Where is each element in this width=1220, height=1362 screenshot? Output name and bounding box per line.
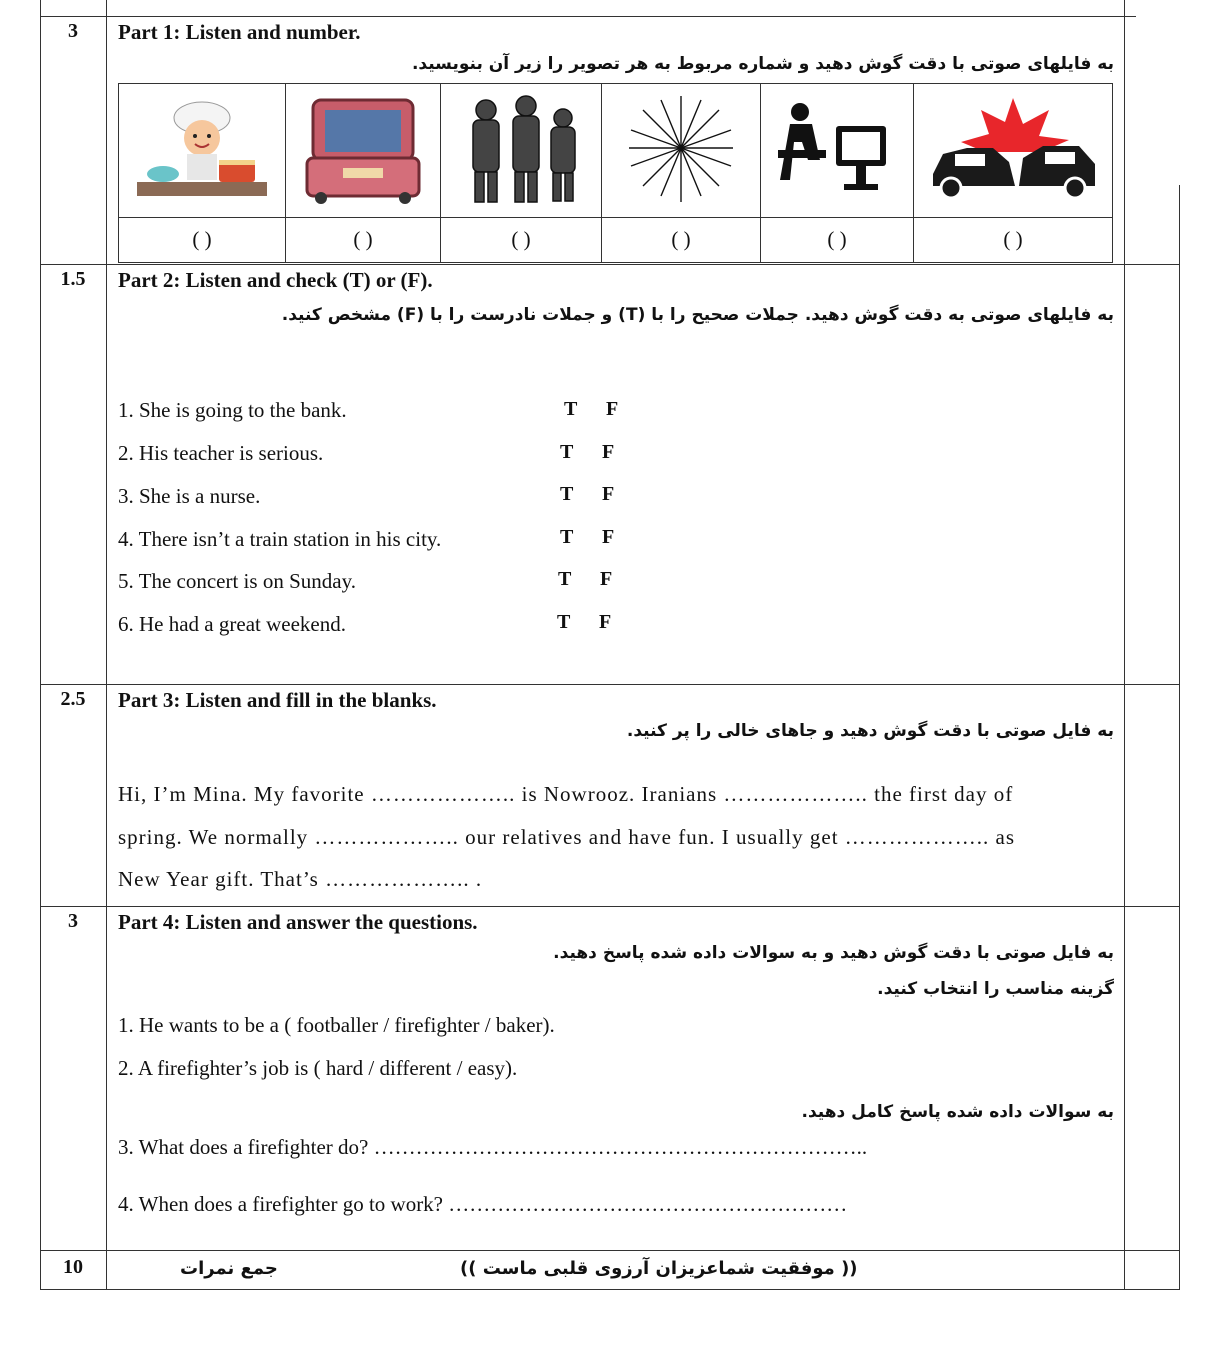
part4-choose-instruction: گزینه مناسب را انتخاب کنید. — [877, 979, 1114, 999]
bottom-border — [40, 1289, 1180, 1290]
total-label: جمع نمرات — [180, 1258, 278, 1279]
tf-choice-5[interactable]: T F — [558, 568, 625, 590]
fill-line-3[interactable]: New Year gift. That’s ……………….. . — [118, 867, 483, 891]
part4-complete-instruction: به سوالات داده شده پاسخ کامل دهید. — [801, 1102, 1114, 1122]
tf-choice-1[interactable]: T F — [564, 398, 631, 420]
part1-instruction: به فایلهای صوتی با دقت گوش دهید و شماره مربوط به هر تصویر را زیر آن بنویسید. — [411, 54, 1114, 74]
tf-choice-4[interactable]: T F — [560, 526, 627, 548]
inner-right-border — [1124, 0, 1125, 1290]
picture-cell — [914, 84, 1113, 218]
total-score: 10 — [63, 1256, 83, 1278]
question-1[interactable]: 1. He wants to be a ( footballer / firefighter / baker). — [118, 1013, 555, 1037]
fireworks-icon — [611, 90, 751, 210]
answer-cell-4[interactable]: ( ) — [602, 217, 761, 262]
exam-sheet — [40, 0, 1180, 1290]
part2-score: 1.5 — [60, 268, 86, 290]
person-at-computer-icon — [772, 90, 902, 210]
tf-item-3: 3. She is a nurse. — [118, 484, 261, 508]
tf-item-1: 1. She is going to the bank. — [118, 398, 347, 422]
answer-cell-6[interactable]: ( ) — [914, 217, 1113, 262]
tf-item-5: 5. The concert is on Sunday. — [118, 569, 356, 593]
picture-cell — [441, 84, 602, 218]
part4-score: 3 — [68, 910, 78, 932]
picture-cell — [602, 84, 761, 218]
tf-item-4: 4. There isn’t a train station in his city. — [118, 527, 442, 551]
fill-line-1[interactable]: Hi, I’m Mina. My favorite ……………….. is Nowrooz. Iranians ……………….. the first day of — [118, 782, 1014, 806]
football-players-icon — [451, 90, 591, 210]
score-column-border — [106, 0, 107, 1290]
part3-score: 2.5 — [60, 688, 86, 710]
outer-left-border — [40, 0, 41, 1290]
divider-part2 — [40, 264, 1180, 265]
tf-choice-3[interactable]: T F — [560, 483, 627, 505]
tf-item-2: 2. His teacher is serious. — [118, 441, 324, 465]
part4-title: Part 4: Listen and answer the questions. — [118, 910, 478, 934]
open-suitcase-icon — [293, 90, 433, 210]
chef-baking-cake-icon — [127, 90, 277, 210]
divider-part4 — [40, 906, 1180, 907]
picture-cell — [119, 84, 286, 218]
picture-table — [118, 83, 1113, 263]
closing-wish: (( موفقیت شماعزیزان آرزوی قلبی ماست )) — [460, 1258, 858, 1279]
fill-line-2[interactable]: spring. We normally ……………….. our relatives and have fun. I usually get ……………….. as — [118, 825, 1016, 849]
part4-instruction: به فایل صوتی با دقت گوش دهید و به سوالات داده شده پاسخ دهید. — [553, 943, 1114, 963]
divider-footer — [40, 1250, 1180, 1251]
question-2[interactable]: 2. A firefighter’s job is ( hard / different / easy). — [118, 1056, 518, 1080]
question-4[interactable]: 4. When does a firefighter go to work? ………………………………………………… — [118, 1192, 848, 1216]
part1-title: Part 1: Listen and number. — [118, 20, 361, 44]
tf-choice-6[interactable]: T F — [557, 611, 624, 633]
part1-score: 3 — [68, 20, 78, 42]
car-crash-icon — [923, 90, 1103, 210]
answer-cell-5[interactable]: ( ) — [761, 217, 914, 262]
part2-instruction: به فایلهای صوتی به دقت گوش دهید. جملات صحیح را با (T) و جملات نادرست را با (F) مشخص کنید. — [281, 305, 1114, 325]
tf-item-6: 6. He had a great weekend. — [118, 612, 346, 636]
part3-title: Part 3: Listen and fill in the blanks. — [118, 688, 437, 712]
picture-cell — [761, 84, 914, 218]
picture-cell — [286, 84, 441, 218]
tf-choice-2[interactable]: T F — [560, 441, 627, 463]
answer-cell-1[interactable]: ( ) — [119, 217, 286, 262]
part3-instruction: به فایل صوتی با دقت گوش دهید و جاهای خالی را پر کنید. — [626, 721, 1114, 741]
question-3[interactable]: 3. What does a firefighter do? …………………………………………………………….. — [118, 1135, 868, 1159]
answer-cell-2[interactable]: ( ) — [286, 217, 441, 262]
outer-right-border — [1179, 185, 1180, 1290]
top-border — [40, 16, 1136, 17]
part2-title: Part 2: Listen and check (T) or (F). — [118, 268, 433, 292]
divider-part3 — [40, 684, 1180, 685]
answer-cell-3[interactable]: ( ) — [441, 217, 602, 262]
